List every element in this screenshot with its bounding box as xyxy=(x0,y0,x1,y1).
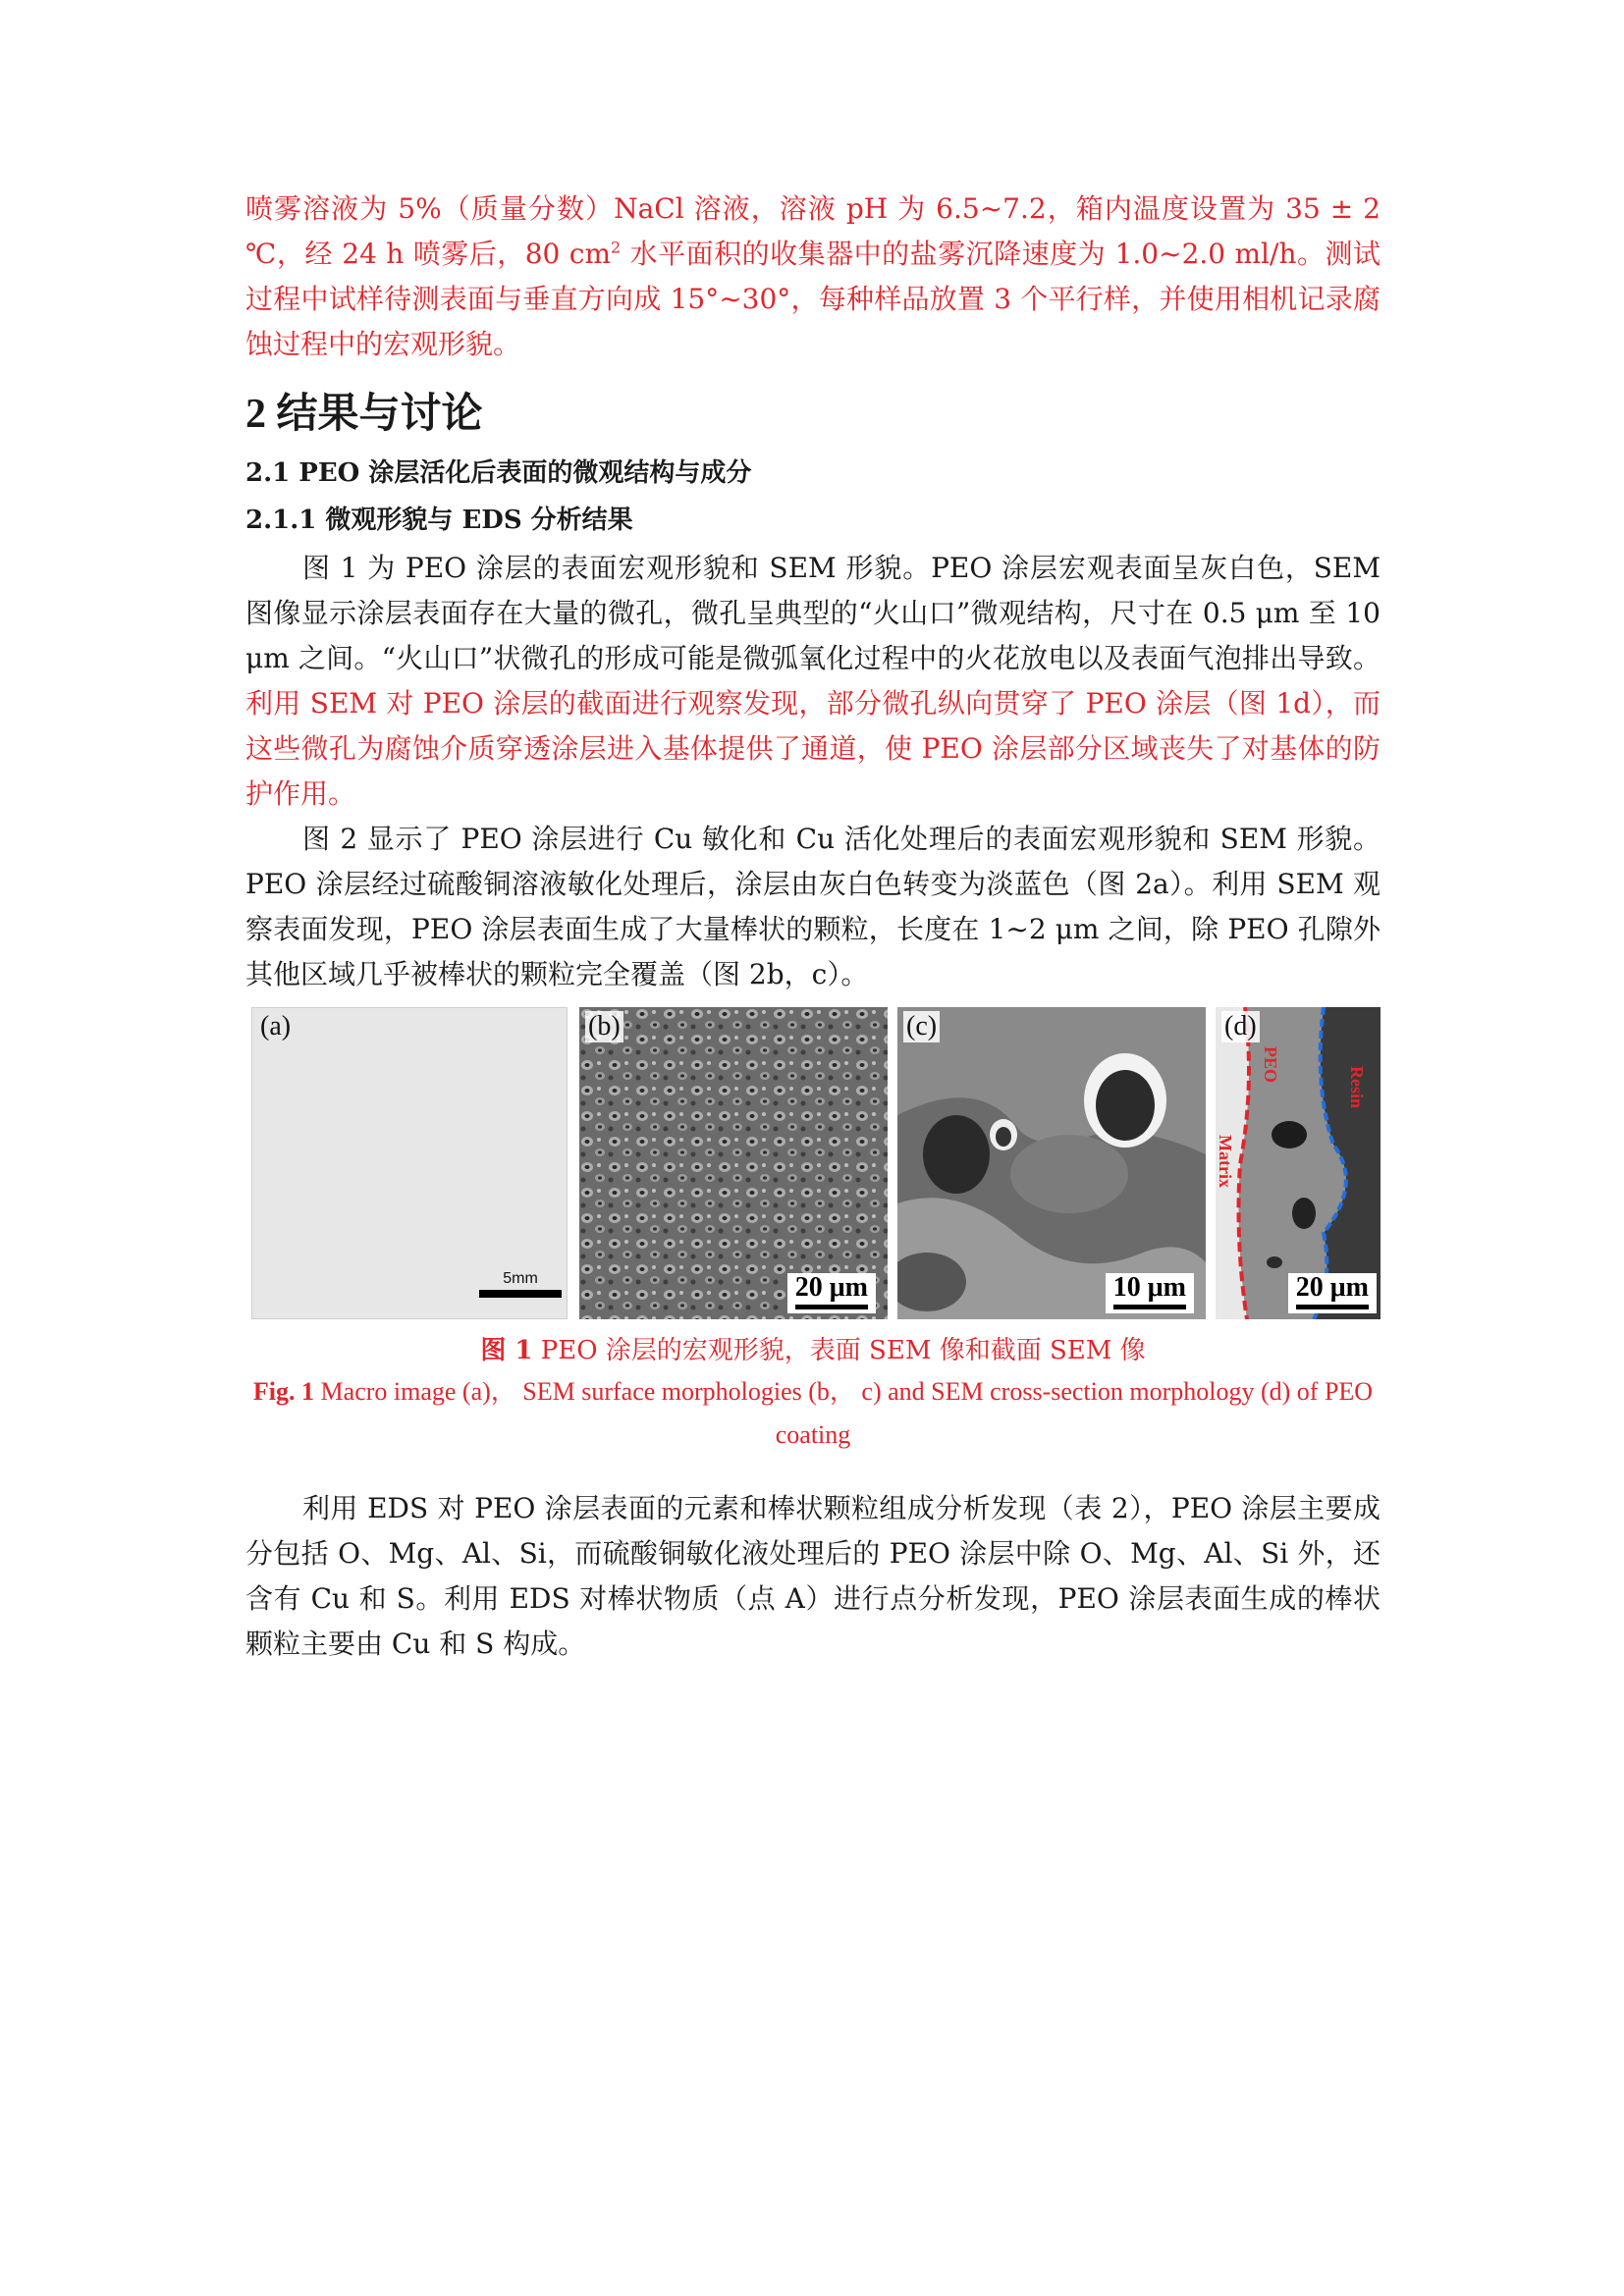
figure-panel-c xyxy=(897,1007,1206,1319)
intro-paragraph xyxy=(245,187,1380,367)
panel-b-scale-bar xyxy=(795,1305,868,1309)
panel-d-resin-annotation: Resin xyxy=(1347,1066,1367,1109)
intro-line-2a: 经 24 h 喷雾后，80 cm xyxy=(304,238,612,270)
figure-caption-zh-text: PEO 涂层的宏观形貌，表面 SEM 像和截面 SEM 像 xyxy=(532,1336,1146,1365)
figure-caption-zh-number: 图 1 xyxy=(480,1336,533,1365)
paragraph-2: 图 2 显示了 PEO 涂层进行 Cu 敏化和 Cu 活化处理后的表面宏观形貌和 SEM 形貌。PEO 涂层经过硫酸铜溶液敏化处理后，涂层由灰白色转变为淡蓝色（图 2a）。利用 SEM 观察表面发现，PEO 涂层表面生成了大量棒状的颗粒，长度在 1~2 μm 之间，除 PEO 孔隙外其他区域几乎被棒状的颗粒完全覆盖（图 2b，c）。 xyxy=(245,823,1380,990)
subsubsection-heading: 2.1.1 微观形貌与 EDS 分析结果 xyxy=(245,506,633,535)
panel-a-scale-text: 5mm xyxy=(503,1270,538,1287)
subsection-heading: 2.1 PEO 涂层活化后表面的微观结构与成分 xyxy=(245,458,752,488)
paragraph-1-text: 图 1 为 PEO 涂层的表面宏观形貌和 SEM 形貌。PEO 涂层宏观表面呈灰白色，SEM 图像显示涂层表面存在大量的微孔，微孔呈典型的“火山口”微观结构，尺寸在 0.5 μm 至 10 μm 之间。“火山口”状微孔的形成可能是微弧氧化过程中的火花放电以及表面气泡排出导致。 xyxy=(245,552,1380,674)
paragraph-3: 利用 EDS 对 PEO 涂层表面的元素和棒状颗粒组成分析发现（表 2），PEO 涂层主要成分包括 O、Mg、Al、Si，而硫酸铜敏化液处理后的 PEO 涂层中除 O、Mg、Al、Si 外，还含有 Cu 和 S。利用 EDS 对棒状物质（点 A）进行点分析发现，PEO 涂层表面生成的棒状颗粒主要由 Cu 和 S 构成。 xyxy=(245,1492,1380,1660)
figure-caption-en xyxy=(245,1370,1380,1457)
figure-caption-en-number: Fig. 1 xyxy=(252,1377,315,1406)
panel-b-scale-text: 20 μm xyxy=(794,1272,868,1303)
panel-d-matrix-annotation: Matrix xyxy=(1216,1135,1235,1188)
panel-d-label: (d) xyxy=(1221,1011,1260,1042)
panel-a-scale-bar xyxy=(479,1290,562,1298)
panel-d-scale xyxy=(1288,1273,1377,1313)
panel-c-label: (c) xyxy=(903,1011,940,1042)
panel-b-scale xyxy=(787,1273,876,1313)
panel-d-scale-text: 20 μm xyxy=(1295,1272,1369,1303)
panel-d-scale-bar xyxy=(1296,1305,1369,1309)
figure-1 xyxy=(245,1007,1380,1323)
section-heading: 2 结果与讨论 xyxy=(245,392,483,437)
figure-caption-zh xyxy=(245,1331,1380,1370)
spacer xyxy=(245,1457,1380,1486)
paragraph-1-red-text: 利用 SEM 对 PEO 涂层的截面进行观察发现，部分微孔纵向贯穿了 PEO 涂层（图 1d），而这些微孔为腐蚀介质穿透涂层进入基体提供了通道，使 PEO 涂层部分区域丧失了对基体的防护作用。 xyxy=(245,687,1380,810)
panel-c-scale-text: 10 μm xyxy=(1112,1272,1186,1303)
panel-b-label: (b) xyxy=(585,1011,623,1042)
figure-panel-a xyxy=(251,1007,568,1319)
figure-panel-b xyxy=(579,1007,888,1319)
panel-c-scale-bar xyxy=(1113,1305,1186,1309)
panel-d-peo-annotation: PEO xyxy=(1261,1046,1280,1084)
paragraph-1 xyxy=(245,546,1380,817)
intro-superscript: 2 xyxy=(611,238,622,257)
panel-a-scale xyxy=(479,1270,562,1298)
panel-c-scale xyxy=(1106,1273,1194,1313)
intro-line-1: 喷雾溶液为 5%（质量分数）NaCl 溶液，溶液 pH 为 6.5~7.2，箱内温度设置为 35 ± 2 ℃， xyxy=(245,192,1380,270)
figure-caption-en-text: Macro image (a)， SEM surface morphologies (b， c) and SEM cross-section morphology (d) of PEO coating xyxy=(314,1377,1374,1449)
figure-panel-d xyxy=(1216,1007,1380,1319)
intro-line-2b: 水平面积的收集器中的盐雾沉降速度为 1.0~2.0 ml/h。测试过程中试样待测表面与垂直方向成 15°~30°，每种样品放置 3 个平行样，并使用相机记录腐蚀过程中的宏观形貌。 xyxy=(245,238,1380,360)
page-content xyxy=(245,187,1380,1667)
panel-a-label: (a) xyxy=(260,1011,292,1041)
